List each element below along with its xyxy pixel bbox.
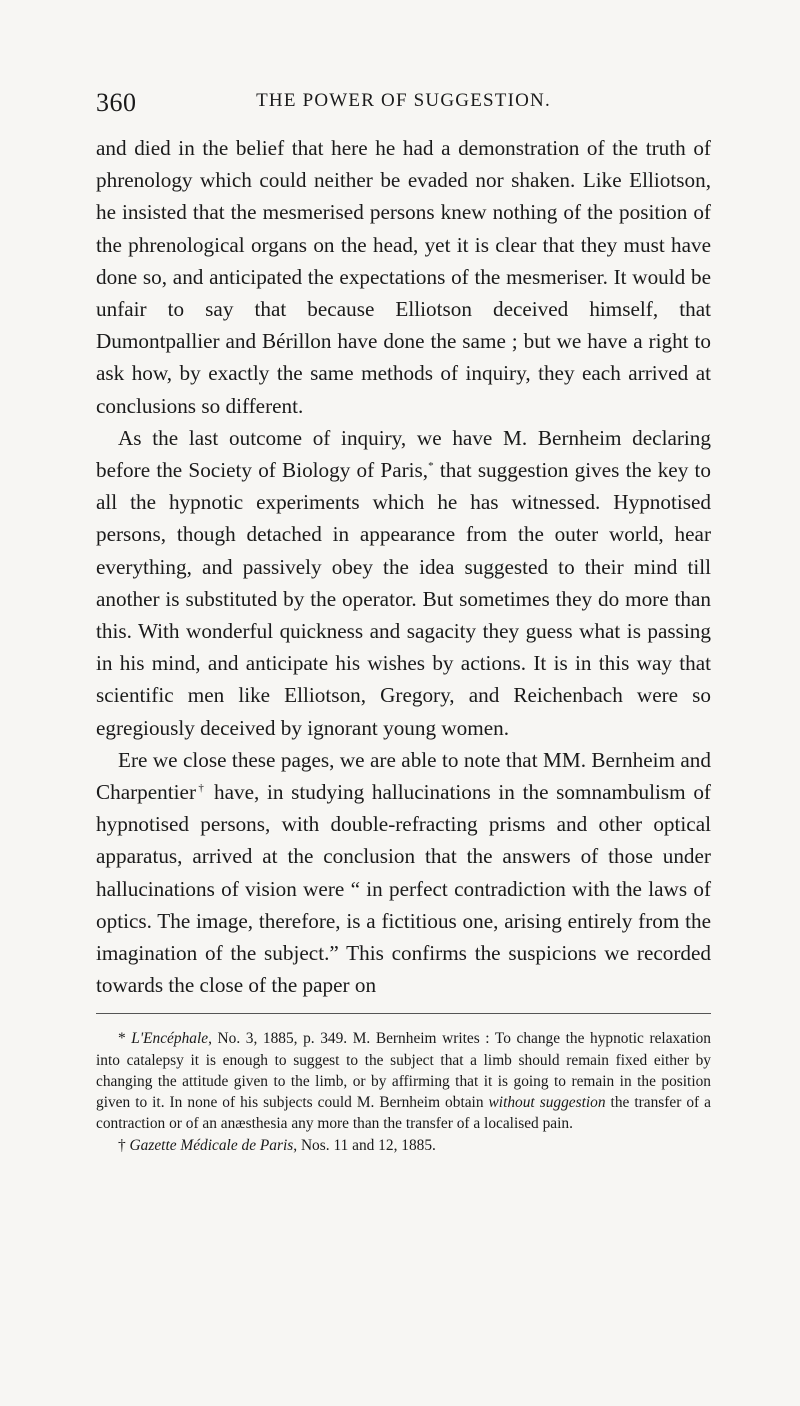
footnote-2-mark: † [118,1136,130,1154]
paragraph-3-text-a: Ere we close these pages, we are able to note that MM. Bernheim and Charpentier [96,747,711,805]
paragraph-1: and died in the belief that here he had a demonstration of the truth of phrenology which could neither be evaded nor shaken. Like Elliotson, he insisted that the mesmerised persons knew nothing of the position of the phrenological organs on the head, yet it is clear that they must have done so, and anticipated the expectations of the mesmeriser. It would be unfair to say that because Elliotson deceived himself, that Dumontpallier and Bérillon have done the same ; but we have a right to ask how, by exactly the same methods of inquiry, they each arrived at conclusions so different. [96,136,711,418]
footnote-1-emphasis: without suggestion [488,1094,606,1112]
footnote-ref-1: * [428,459,434,472]
footnote-divider [96,1013,711,1014]
footnotes [96,1028,711,1155]
body-text [96,132,711,1001]
footnote-1 [96,1028,711,1134]
footnote-1-mark: * [118,1030,132,1048]
paragraph-2-text-b: that suggestion gives the key to all the hypnotic experiments which he has witnessed. Hypnotised persons, though detached in appearance from the outer world, hear everything, and passively obey the idea suggested to their mind till another is substituted by the operator. But sometimes they do more than this. With wonderful quickness and sagacity they guess what is passing in his mind, and anticipate his wishes by actions. It is in this way that scientific men like Elliotson, Gregory, and Reichenbach were so egregiously deceived by ignorant young women. [96,458,712,740]
footnote-ref-2: † [196,782,207,794]
book-page [96,80,711,1156]
footnote-1-text-b: the transfer of a contraction or of an anæsthesia any more than the transfer of a localised pain. [96,1094,711,1133]
footnote-2 [96,1135,711,1156]
paragraph-3-text-b: have, in studying hallucinations in the somnambulism of hypnotised persons, with double-refracting prisms and other optical apparatus, arrived at the conclusion that the answers of those under hallucinations of vision were “ in perfect contradiction with the laws of optics. The image, therefore, is a fictitious one, arising entirely from the imagination of the subject.” This confirms the suspicions we recorded towards the close of the paper on [96,780,711,998]
paragraph-2-text-a: As the last outcome of inquiry, we have M. Bernheim declaring before the Society of Biology of Paris, [96,425,711,483]
footnote-2-source: Gazette Médicale de Paris [129,1136,294,1154]
paragraph-2 [96,422,711,744]
running-title: THE POWER OF SUGGESTION. [256,90,551,111]
page-header [96,80,711,120]
footnote-1-source: L'Encéphale [131,1030,209,1048]
paragraph-3 [96,744,711,1002]
footnote-2-text: , Nos. 11 and 12, 1885. [293,1136,436,1154]
page-number: 360 [96,88,137,117]
footnote-1-text-a: , No. 3, 1885, p. 349. M. Bernheim writes : To change the hypnotic relaxation into catalepsy it is enough to suggest to the subject that a limb should remain fixed either by changing the attitude given to the limb, or by affirming that it is going to remain in the position given to it. In none of his subjects could M. Bernheim obtain [96,1030,711,1112]
